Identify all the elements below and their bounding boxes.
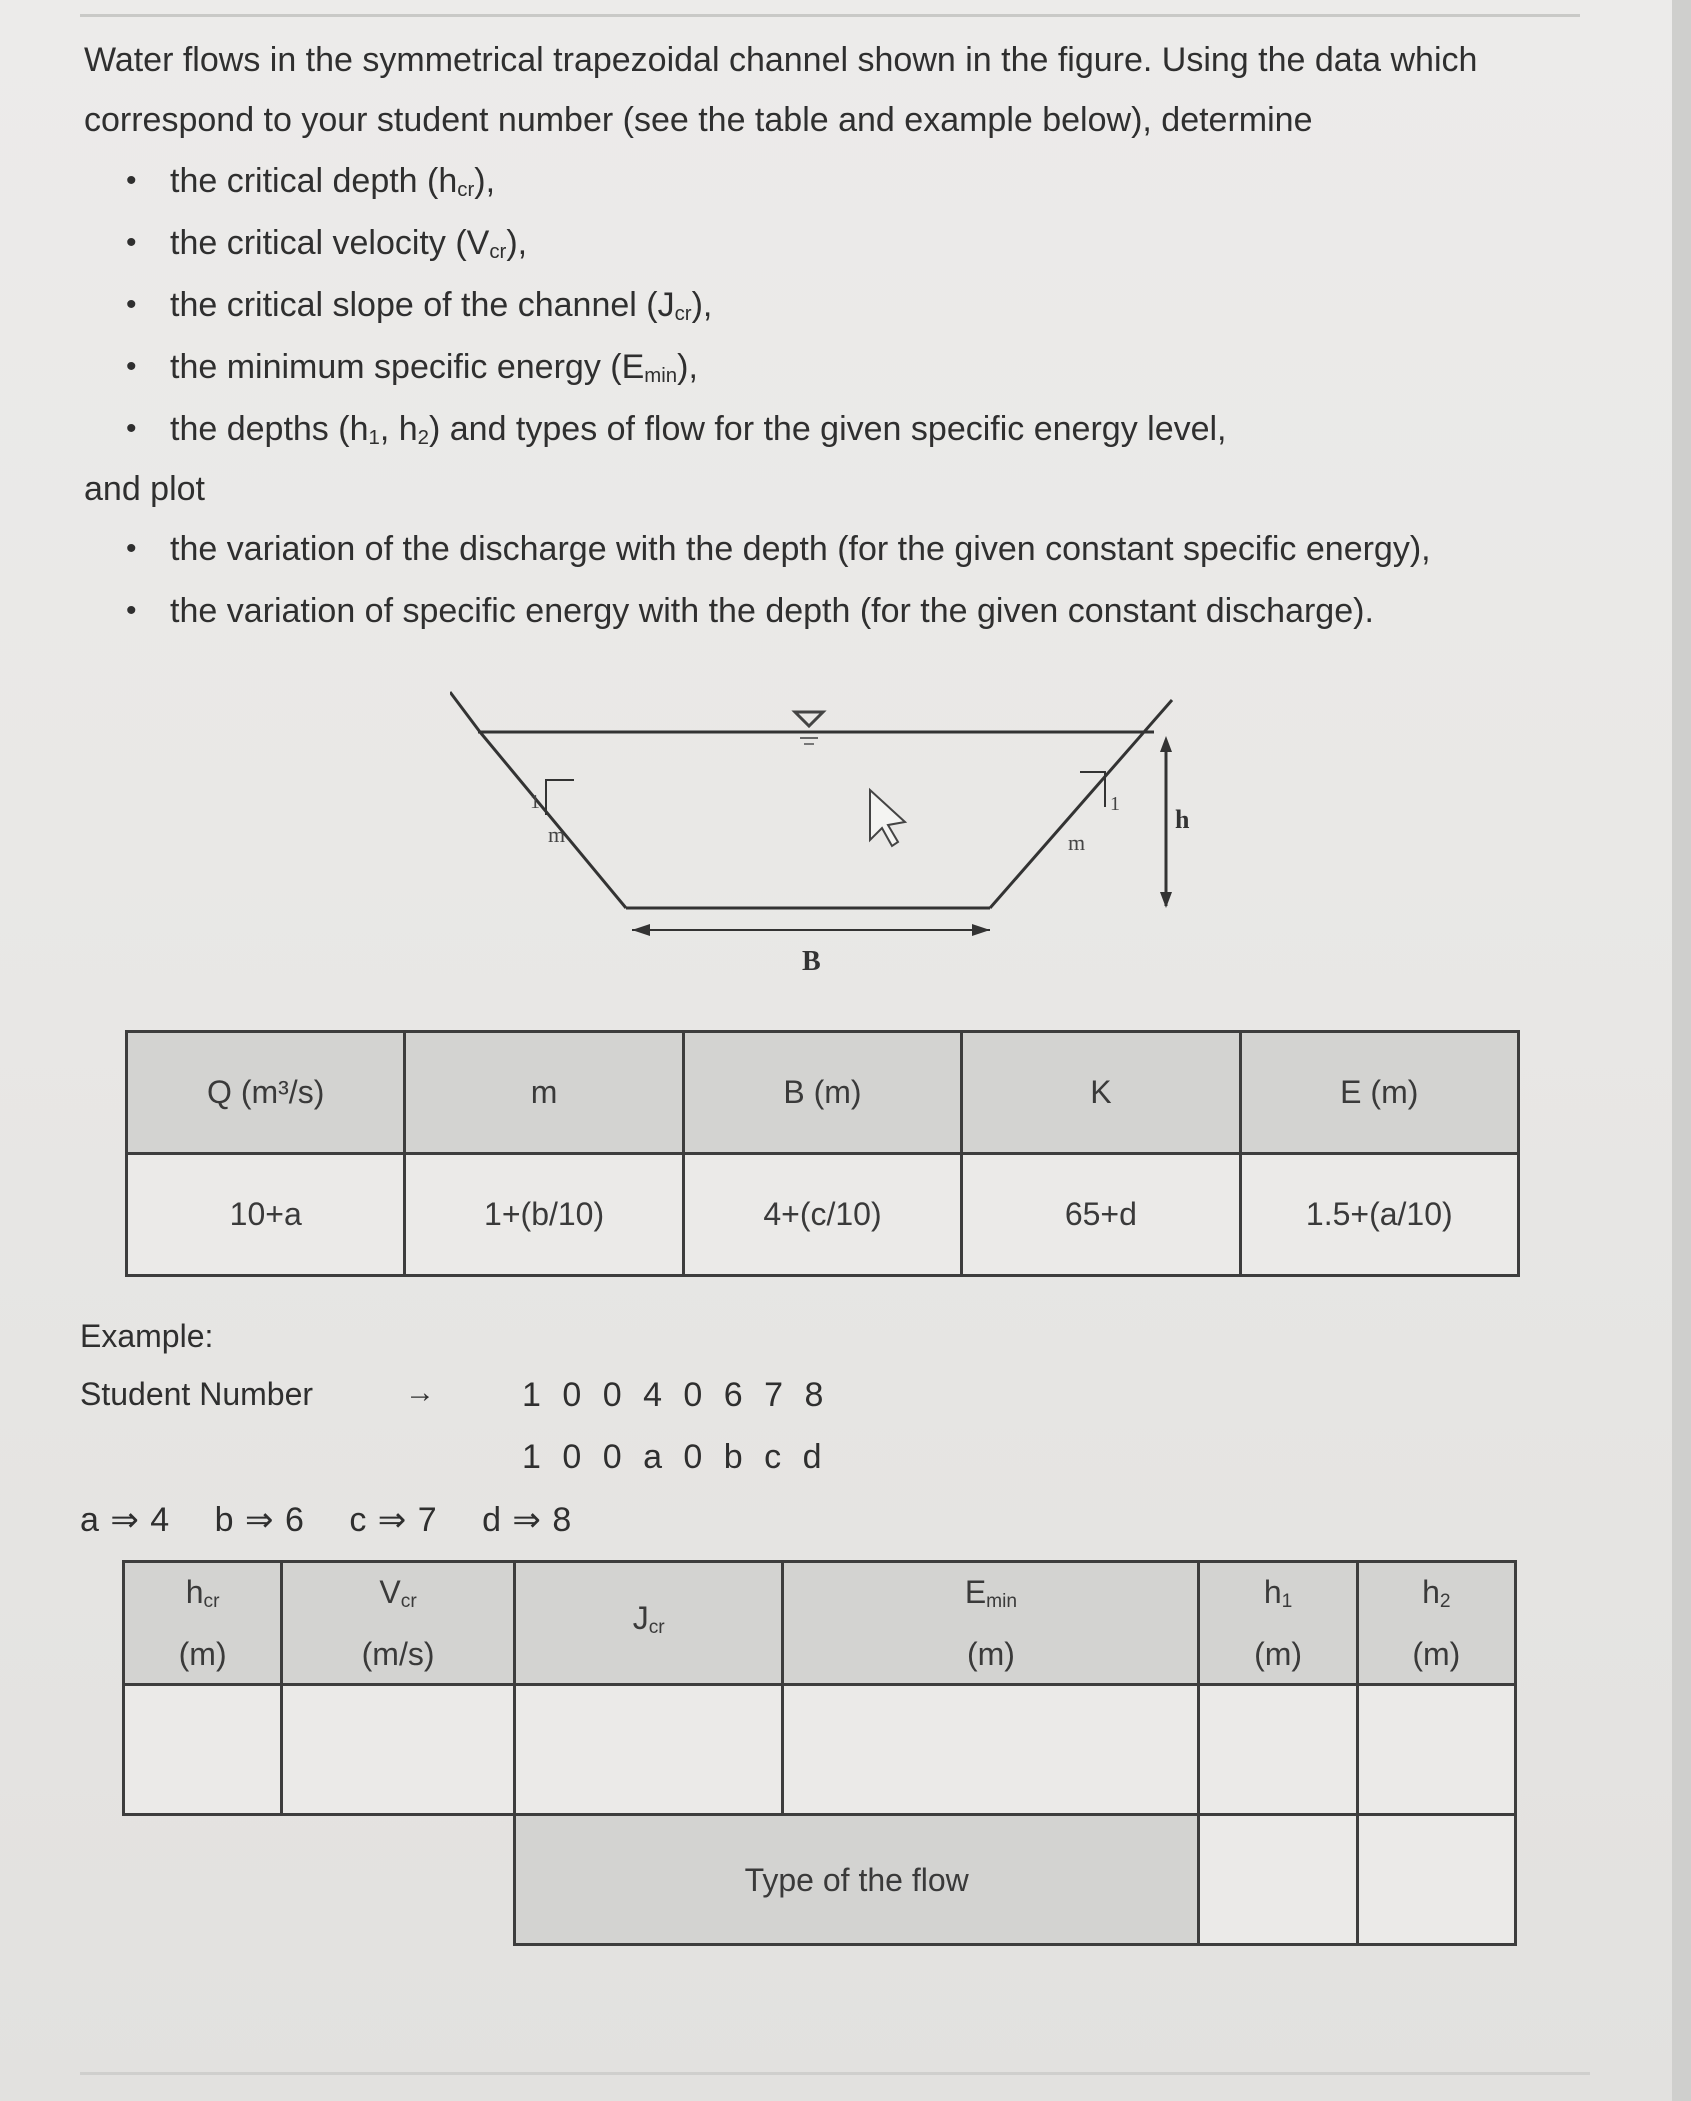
task-critical-velocity: • the critical velocity $(V_{cr})$, [126, 212, 1584, 274]
answer-emin[interactable] [783, 1685, 1199, 1815]
header-emin: $E_{min}$ (m) [783, 1562, 1199, 1685]
header-q: Q (m³/s) [127, 1032, 405, 1154]
var-a: a ⇒ 4 [80, 1501, 170, 1539]
flow-type-h1[interactable] [1199, 1815, 1357, 1945]
header-m: m [405, 1032, 683, 1154]
task-min-energy: • the minimum specific energy $(E_{min})$, [126, 336, 1584, 398]
answer-vcr[interactable] [282, 1685, 515, 1815]
header-e: E (m) [1240, 1032, 1518, 1154]
header-vcr: $V_{cr}$ (m/s) [282, 1562, 515, 1685]
student-number-label: Student Number [80, 1376, 314, 1412]
task-critical-slope: • the critical slope of the channel $(J_{cr})$, [126, 274, 1584, 336]
intro-line-2: correspond to your student number (see the table and example below), determine [84, 101, 1313, 139]
channel-left-wall [480, 732, 626, 908]
input-header-row [127, 1032, 1519, 1154]
value-k: 65+d [962, 1154, 1240, 1276]
flow-type-row [124, 1815, 1516, 1945]
example-label: Example: [80, 1318, 214, 1354]
depth-label: h [1175, 805, 1190, 834]
h-arrow-top [1160, 736, 1172, 752]
value-e: 1.5+(a/10) [1240, 1154, 1518, 1276]
var-d: d ⇒ 8 [482, 1501, 572, 1539]
variable-assignments [80, 1500, 605, 1540]
plot-energy: • the variation of specific energy with the depth (for the given constant discharge). [126, 580, 1584, 642]
answer-hcr[interactable] [124, 1685, 282, 1815]
results-answer-row [124, 1685, 1516, 1815]
task-depths: • the depths ($h_1$, $h_2$) and types of flow for the given specific energy level, [126, 398, 1584, 460]
left-slope-triangle [546, 780, 574, 815]
results-table [122, 1560, 1517, 1946]
header-h1: $h_1$ (m) [1199, 1562, 1357, 1685]
header-k: K [962, 1032, 1240, 1154]
b-arrow-left [632, 924, 650, 936]
value-m: 1+(b/10) [405, 1154, 683, 1276]
header-h2: $h_2$ (m) [1357, 1562, 1515, 1685]
water-level-icon [795, 712, 823, 744]
var-b: b ⇒ 6 [214, 1501, 304, 1539]
page-edge [1672, 0, 1691, 2101]
value-q: 10+a [127, 1154, 405, 1276]
left-slope-m: m [548, 822, 566, 847]
header-jcr: $J_{cr}$ [514, 1562, 783, 1685]
and-plot-label: and plot [84, 470, 205, 508]
header-hcr: $h_{cr}$ (m) [124, 1562, 282, 1685]
right-slope-one: 1 [1110, 793, 1120, 815]
var-c: c ⇒ 7 [349, 1501, 437, 1539]
input-data-table [125, 1030, 1520, 1277]
flow-type-h2[interactable] [1357, 1815, 1515, 1945]
plot-discharge: • the variation of the discharge with the depth (for the given constant specific energy), [126, 518, 1584, 580]
answer-h2[interactable] [1357, 1685, 1515, 1815]
top-divider [80, 14, 1580, 17]
student-number-digits: 1 0 0 4 0 6 7 8 [522, 1376, 830, 1414]
h-arrow-bottom [1160, 892, 1172, 908]
bottom-divider [80, 2072, 1590, 2075]
input-value-row [127, 1154, 1519, 1276]
value-b: 4+(c/10) [683, 1154, 961, 1276]
trapezoid-channel-figure [450, 680, 1230, 980]
answer-h1[interactable] [1199, 1685, 1357, 1815]
task-critical-depth: • the critical depth $(h_{cr})$, [126, 150, 1584, 212]
answer-jcr[interactable] [514, 1685, 783, 1815]
flow-type-label: Type of the flow [514, 1815, 1199, 1945]
channel-left-extension [450, 692, 480, 732]
left-slope-one: 1 [530, 791, 540, 813]
cursor-pointer-icon [870, 790, 905, 846]
b-arrow-right [972, 924, 990, 936]
results-header-row [124, 1562, 1516, 1685]
problem-statement [84, 30, 1584, 642]
right-arrow-icon: → [405, 1376, 435, 1409]
plot-list [84, 518, 1584, 642]
bottom-width-label: B [802, 946, 821, 977]
intro-line-1: Water flows in the symmetrical trapezoidal channel shown in the figure. Using the data which [84, 41, 1478, 79]
determine-list [84, 150, 1584, 460]
header-b: B (m) [683, 1032, 961, 1154]
student-number-mapping: 1 0 0 a 0 b c d [522, 1438, 828, 1476]
right-slope-m: m [1068, 830, 1086, 855]
